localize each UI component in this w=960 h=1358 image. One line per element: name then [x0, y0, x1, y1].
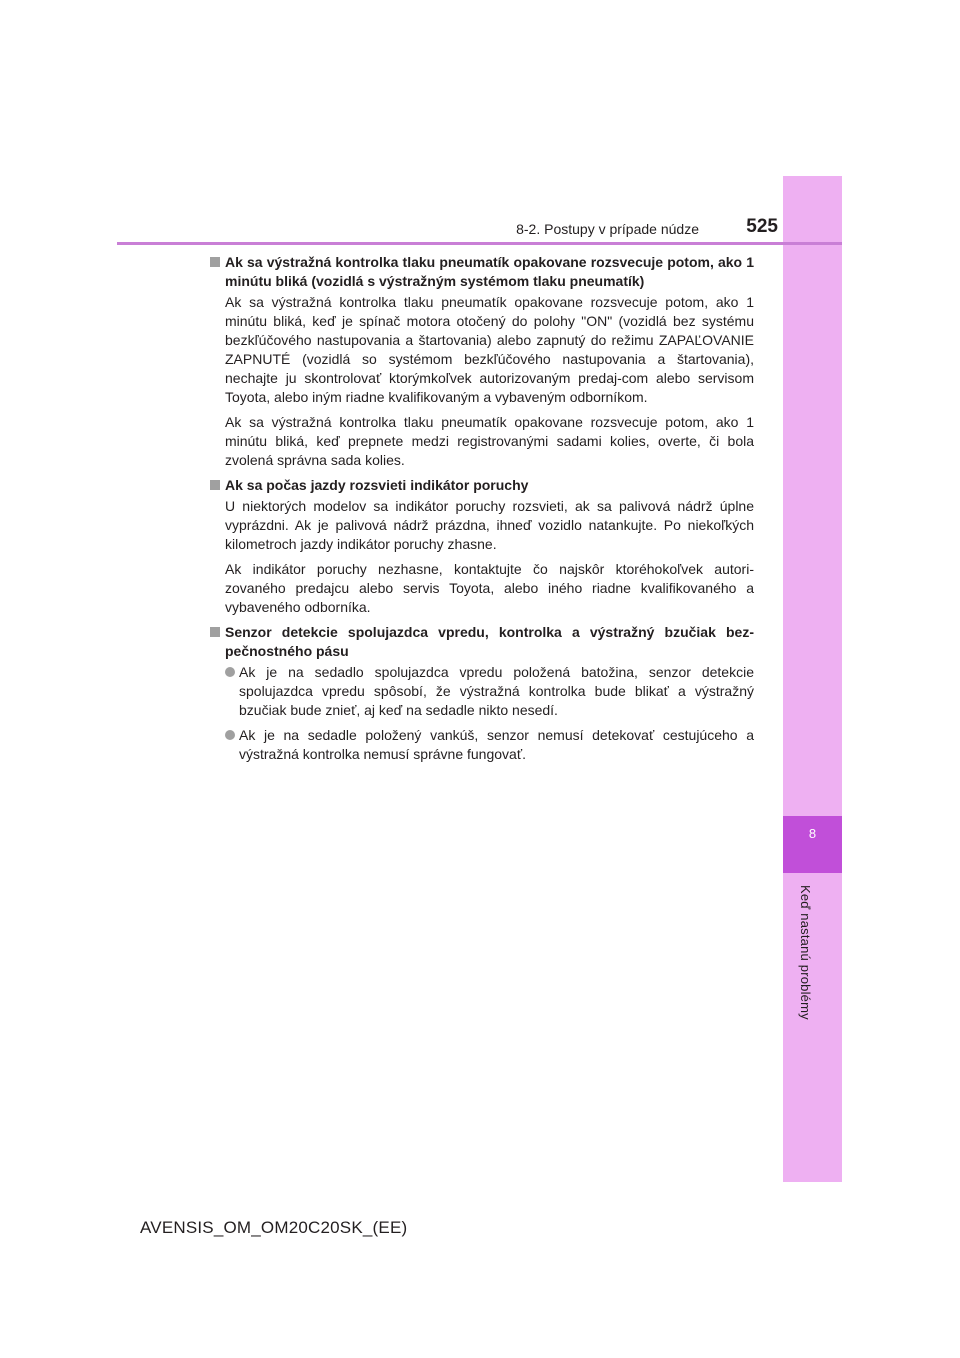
section-heading-text: Ak sa výstražná kontrolka tlaku pneumatík opakovane rozsvecuje potom, ako 1 minútu bliká (vozidlá s výstražným systémom tlaku pneumatík): [225, 254, 754, 289]
section-heading-text: Ak sa počas jazdy rozsvieti indikátor poruchy: [225, 477, 529, 493]
paragraph: Ak sa výstražná kontrolka tlaku pneumatík opakovane rozsvecuje potom, ako 1 minútu bliká, keď prepnete medzi registrovanými sadami kolies, overte, či bola zvolená správna sada kolies.: [225, 414, 754, 468]
bullet-item: [210, 726, 754, 764]
bullet-text: Ak je na sedadlo spolujazdca vpredu položená batožina, senzor detekcie spolujazdca vpredu spôsobí, že výstražná kontrolka bude blikať a výstražný bzučiak bude znieť, aj keď na sedadle nikto nesedí.: [239, 664, 754, 718]
paragraph: Ak indikátor poruchy nezhasne, kontaktujte čo najskôr ktoréhokoľvek autori-zovaného predajcu alebo servis Toyota, alebo iného riadne kvalifikovaného a vybaveného odborníka.: [225, 561, 754, 615]
page-content: [210, 253, 754, 770]
section-heading-text: Senzor detekcie spolujazdca vpredu, kontrolka a výstražný bzučiak bez-pečnostného pásu: [225, 624, 754, 659]
bullet-text: Ak je na sedadle položený vankúš, senzor nemusí detekovať cestujúceho a výstražná kontrolka nemusí správne fungovať.: [239, 727, 754, 762]
circle-bullet-icon: [225, 667, 235, 677]
section-tire-pressure: [210, 253, 754, 470]
section-reference: 8-2. Postupy v prípade núdze: [516, 221, 699, 237]
circle-bullet-icon: [225, 730, 235, 740]
section-heading: [210, 623, 754, 661]
paragraph: U niektorých modelov sa indikátor poruchy rozsvieti, ak sa palivová nádrž úplne vyprázdni. Ak je palivová nádrž prázdna, ihneď vozidlo natankujte. Po niekoľkých kilometroch jazdy indikátor poruchy zhasne.: [225, 498, 754, 552]
bullet-item: [210, 663, 754, 720]
header-rule: [117, 242, 842, 245]
paragraph: Ak sa výstražná kontrolka tlaku pneumatík opakovane rozsvecuje potom, ako 1 minútu bliká, keď je spínač motora otočený do polohy "ON" (vozidlá bez systému bezkľúčového nastupovania a štartovania) alebo zapnutý do režimu ZAPAĽOVANIE ZAPNUTÉ (vozidlá so systémom bezkľúčového nastupovania a štartovania), nechajte ju skontrolovať ktorýmkoľvek autorizovaným predaj-com alebo servisom Toyota, alebo iným riadne kvalifikovaným a vybaveným odborníkom.: [225, 294, 754, 405]
section-malfunction-indicator: [210, 476, 754, 617]
chapter-title: Keď nastanú problémy: [798, 885, 813, 1020]
section-passenger-sensor: [210, 623, 754, 764]
page-number: 525: [746, 216, 778, 237]
square-bullet-icon: [210, 257, 220, 267]
document-code: AVENSIS_OM_OM20C20SK_(EE): [140, 1218, 408, 1237]
chapter-side-tab: [783, 176, 842, 1182]
square-bullet-icon: [210, 627, 220, 637]
chapter-side-tab-active: [783, 816, 842, 873]
section-heading: [210, 476, 754, 495]
section-heading: [210, 253, 754, 291]
square-bullet-icon: [210, 480, 220, 490]
chapter-number: 8: [808, 826, 817, 841]
